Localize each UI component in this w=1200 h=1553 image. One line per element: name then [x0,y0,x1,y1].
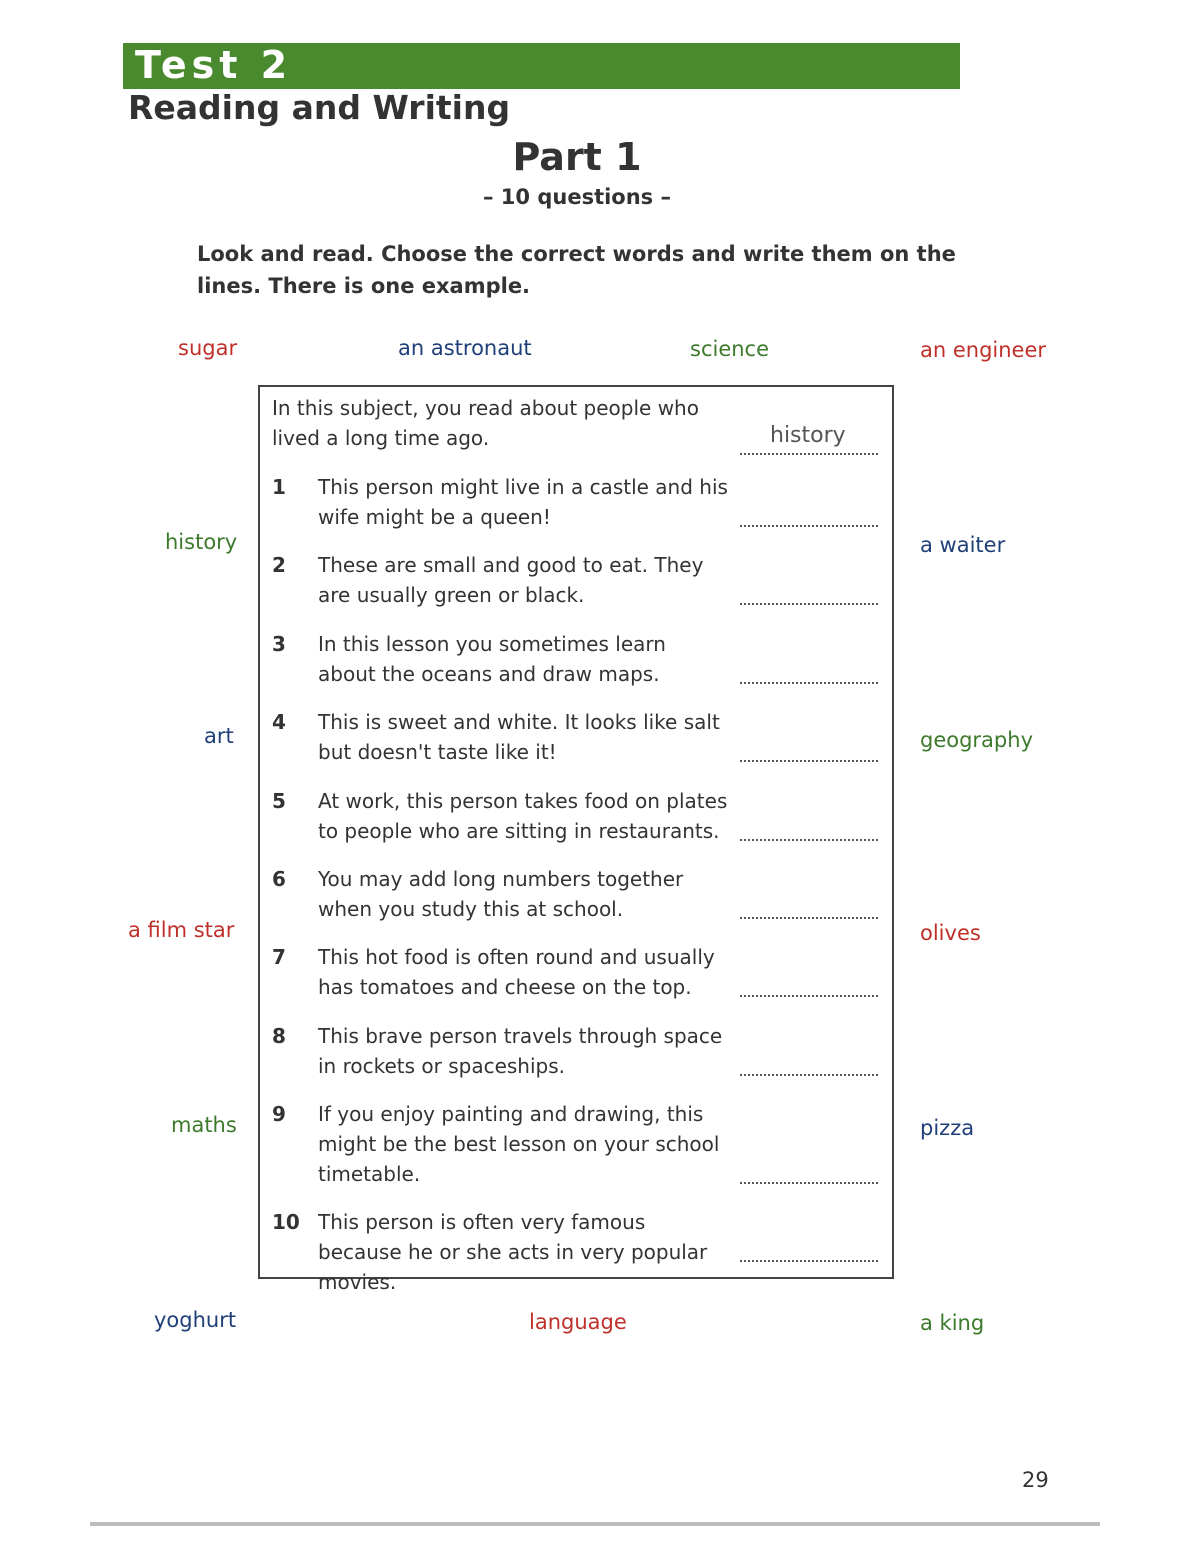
question-number: 4 [272,710,286,734]
instructions: Look and read. Choose the correct words and write them on the lines. There is one example. [197,242,956,298]
test-title: Test 2 [135,43,293,87]
question-number: 2 [272,553,286,577]
word-history: history [165,530,238,554]
question-text: This person is often very famous because he or she acts in very popular movies. [318,1210,708,1294]
example-text: In this subject, you read about people who lived a long time ago. [272,396,699,450]
answer-line[interactable] [740,839,878,841]
word-a-waiter: a waiter [920,533,1006,557]
question-number: 9 [272,1102,286,1126]
answer-line[interactable] [740,525,878,527]
word-a-king: a king [920,1311,985,1335]
question-number: 7 [272,945,286,969]
answer-line[interactable] [740,995,878,997]
word-yoghurt: yoghurt [154,1308,237,1332]
word-an-engineer: an engineer [920,338,1047,362]
question-text: You may add long numbers together when you study this at school. [318,867,684,921]
question-number: 3 [272,632,286,656]
page-number: 29 [1022,1468,1049,1492]
question-number: 10 [272,1210,300,1234]
question-text: In this lesson you sometimes learn about the oceans and draw maps. [318,632,666,686]
question-text: This hot food is often round and usually has tomatoes and cheese on the top. [318,945,715,999]
question-number: 1 [272,475,286,499]
word-pizza: pizza [920,1116,975,1140]
word-olives: olives [920,921,981,945]
word-language: language [529,1310,627,1334]
example-answer: history [770,423,846,448]
question-text: At work, this person takes food on plates to people who are sitting in restaurants. [318,789,728,843]
answer-line[interactable] [740,1260,878,1262]
section-title: Reading and Writing [128,88,511,127]
word-a-film-star: a film star [128,918,235,942]
word-sugar: sugar [178,336,238,360]
word-geography: geography [920,728,1033,752]
test-banner [123,43,960,89]
part-title: Part 1 [512,135,642,179]
question-count: – 10 questions – [483,185,671,209]
answer-line[interactable] [740,603,878,605]
word-an-astronaut: an astronaut [398,336,532,360]
word-maths: maths [171,1113,237,1137]
bottom-rule [90,1522,1100,1526]
question-number: 5 [272,789,286,813]
example-answer-line [740,453,878,455]
question-box [258,385,894,1294]
question-text: This brave person travels through space in rockets or spaceships. [318,1024,723,1078]
question-number: 6 [272,867,286,891]
word-science: science [690,337,770,361]
question-text: These are small and good to eat. They are usually green or black. [318,553,704,607]
answer-line[interactable] [740,1182,878,1184]
question-text: This person might live in a castle and his wife might be a queen! [318,475,728,529]
answer-line[interactable] [740,917,878,919]
word-art: art [204,724,234,748]
question-text: If you enjoy painting and drawing, this might be the best lesson on your school timetable. [318,1102,720,1186]
answer-line[interactable] [740,682,878,684]
question-number: 8 [272,1024,286,1048]
answer-line[interactable] [740,1074,878,1076]
question-text: This is sweet and white. It looks like salt but doesn't taste like it! [318,710,720,764]
answer-line[interactable] [740,760,878,762]
